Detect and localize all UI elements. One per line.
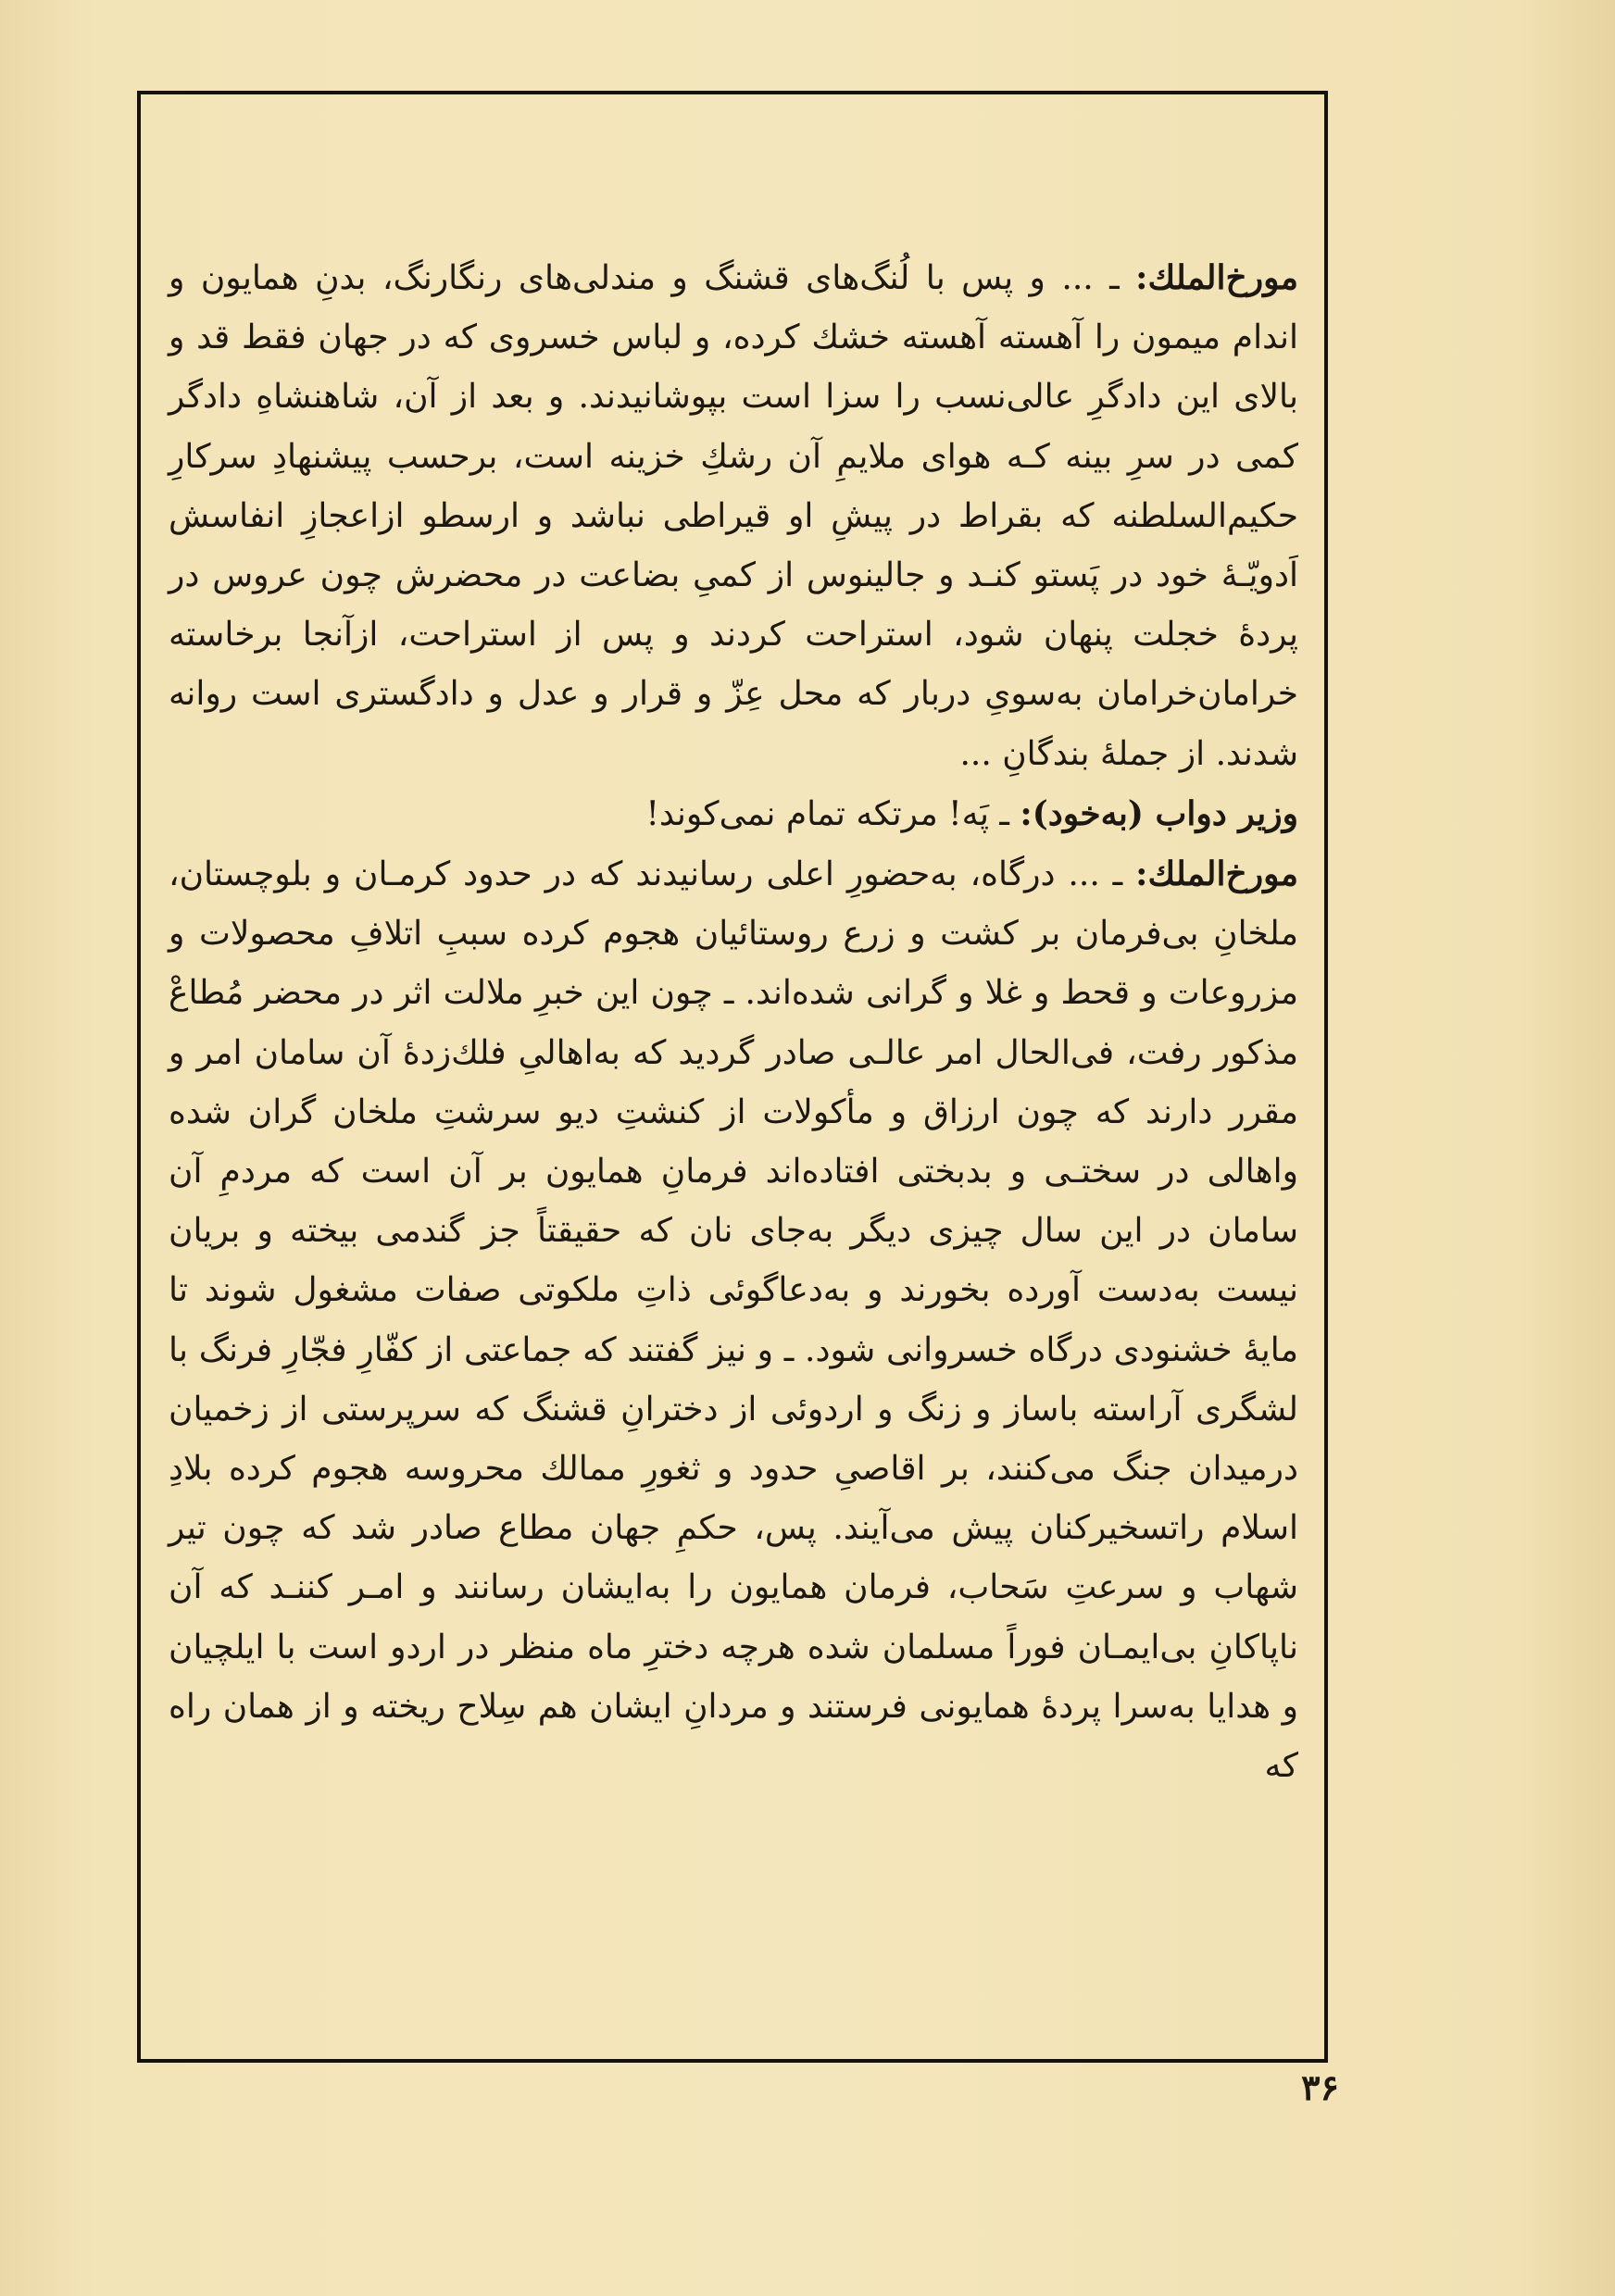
speaker-label: مورخ‌الملك:	[1135, 855, 1298, 894]
speaker-label: وزیر دواب (به‌خود):	[1020, 793, 1298, 833]
paragraph-text: ـ ... درگاه، به‌حضورِ اعلی رسانیدند كه در حدود كرمـان و بلوچستان، ملخانِ بی‌فرمان بر كشت و زرع روستائیان هجوم كرده سببِ اتلافِ محصولات و مزروعات و قحط و غلا و گرانی شده‌اند. ـ چون این خبرِ ملالت اثر در محضر مُطاعْ مذكور رفت، فی‌الحال امر عالـی صادر گردید كه به‌اهالیِ فلك‌زدهٔ آن سامان امر و مقرر دارند كه چون ارزاق و مأكولات از كنشتِ دیو سرشتِ ملخان گران شده واهالی در سختـی و بدبختی افتاده‌اند فرمانِ همایون بر آن است كه مردمِ آن سامان در این سال چیزی دیگر به‌جای نان كه حقیقتاً جز گندمی بیخته و بریان نیست به‌دست آورده بخورند و به‌دعاگوئی ذاتِ ملكوتی صفات مشغول شوند تا مایهٔ خشنودی درگاه خسروانی شود. ـ و نیز گفتند كه جماعتی از كفّارِ فجّارِ فرنگ با لشگری آراسته باساز و زنگ و اردوئی از دخترانِ قشنگ كه سرپرستی از زخمیان درمیدان جنگ می‌كنند، بر اقاصیِ حدود و ثغورِ ممالك محروسه هجوم كرده بلادِ اسلام راتسخیركنان پیش می‌آیند. پس، حكمِ جهان مطاع صادر شد كه چون تیر شهاب و سرعتِ سَحاب، فرمان همایون را به‌ایشان رسانند و امـر كننـد كه آن ناپاكانِ بی‌ایمـان فوراً مسلمان شده هرچه دخترِ ماه منظر در اردو است با ایلچیان و هدایا به‌سرا پردهٔ همایونی فرستند و مردانِ ایشان هم سِلاح ریخته و از همان راه كه	[169, 855, 1298, 1786]
paragraph-text: ـ پَه! مرتكه تمام نمی‌كوند!	[645, 794, 1020, 833]
page-number: ۳۶	[1301, 2066, 1339, 2108]
paragraph-1	[169, 248, 1298, 784]
paragraph-3	[169, 844, 1298, 1796]
page-body	[169, 248, 1298, 1796]
paragraph-text: ـ ... و پس با لُنگ‌های قشنگ و مندلی‌های رنگارنگ، بدنِ همایون و اندام میمون را آهسته آهسته خشك كرده، و لباس خسروی كه در جهان فقط قد و بالای این دادگرِ عالی‌نسب را سزا است بپوشانیدند. و بعد از آن، شاهنشاهِ دادگر كمی در سرِ بینه كـه هوای ملایمِ آن رشكِ خزینه است، برحسب پیشنهادِ سركارِ حكیم‌السلطنه كه بقراط در پیشِ او قیراطی نباشد و ارسطو ازاعجازِ انفاسش اَدویّـهٔ خود در پَستو كنـد و جالینوس از كمیِ بضاعت در محضرش چون عروس در پردهٔ خجلت پنهان شود، استراحت كردند و پس از استراحت، ازآنجا برخاسته خرامان‌خرامان به‌سویِ دربار كه محل عِزّ و قرار و عدل و دادگستری است روانه شدند. از جملهٔ بندگانِ ...	[169, 259, 1298, 773]
paragraph-2	[169, 784, 1298, 844]
speaker-label: مورخ‌الملك:	[1135, 258, 1298, 297]
